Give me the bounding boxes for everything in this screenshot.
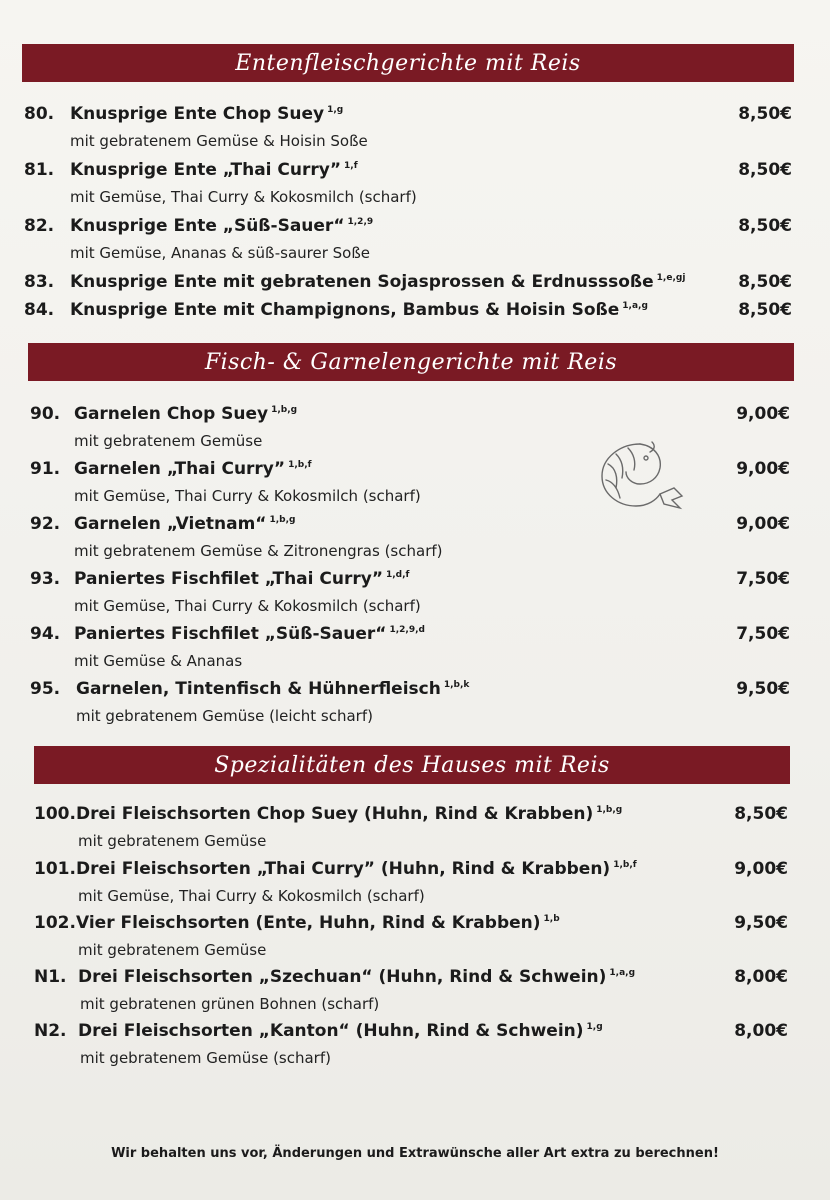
item-description: mit gebratenem Gemüse (scharf) <box>80 1049 331 1067</box>
item-number: 92. <box>30 514 61 534</box>
item-allergens: 1,b,k <box>443 680 470 690</box>
section-banner-duck <box>22 44 794 82</box>
item-price: 9,00€ <box>736 459 790 479</box>
item-number: 90. <box>30 404 61 424</box>
item-price: 8,50€ <box>738 160 792 180</box>
item-number: 94. <box>30 624 61 644</box>
section-title: Entenfleischgerichte mit Reis <box>235 50 581 76</box>
item-number: 84. <box>24 300 55 320</box>
item-price: 7,50€ <box>736 624 790 644</box>
item-description: mit Gemüse, Thai Curry & Kokosmilch (scharf) <box>70 188 417 206</box>
item-allergens: 1,f <box>344 161 358 171</box>
item-name: Garnelen „Vietnam“ $^{1,b,g}$ <box>74 514 296 534</box>
item-description: mit gebratenem Gemüse <box>78 832 267 850</box>
item-name: Knusprige Ente mit Champignons, Bambus & Hoisin Soße $^{1,a,g}$ <box>70 300 648 320</box>
item-description: mit gebratenem Gemüse <box>78 941 267 959</box>
item-price: 8,00€ <box>734 967 788 987</box>
item-allergens: 1,b,g <box>596 805 623 815</box>
item-price: 8,50€ <box>738 272 792 292</box>
section-banner-specials <box>34 746 790 784</box>
item-price: 9,00€ <box>736 404 790 424</box>
item-name: Drei Fleischsorten „Kanton“ (Huhn, Rind & Schwein) $^{1,g}$ <box>78 1021 603 1041</box>
item-name: Paniertes Fischfilet „Thai Curry” $^{1,d,f}$ <box>74 569 410 589</box>
item-allergens: 1,a,g <box>609 968 636 978</box>
item-name: Knusprige Ente Chop Suey $^{1,g}$ <box>70 104 344 124</box>
item-number: N1. <box>34 967 67 987</box>
section-title: Fisch- & Garnelengerichte mit Reis <box>204 349 618 375</box>
item-description: mit Gemüse, Ananas & süß-saurer Soße <box>70 244 371 262</box>
item-description: mit Gemüse, Thai Curry & Kokosmilch (scharf) <box>78 887 425 905</box>
item-number: 101. <box>34 859 76 879</box>
item-price: 8,50€ <box>734 804 788 824</box>
item-number: N2. <box>34 1021 67 1041</box>
item-allergens: 1,b,f <box>613 860 637 870</box>
shrimp-icon <box>594 436 686 512</box>
item-allergens: 1,d,f <box>386 570 410 580</box>
item-price: 8,00€ <box>734 1021 788 1041</box>
item-description: mit gebratenem Gemüse (leicht scharf) <box>76 707 373 725</box>
item-name: Knusprige Ente „Süß-Sauer“ $^{1,2,9}$ <box>70 216 374 236</box>
section-banner-fish <box>28 343 794 381</box>
item-allergens: 1,g <box>327 105 344 115</box>
item-price: 8,50€ <box>738 300 792 320</box>
item-allergens: 1,b <box>543 914 560 924</box>
item-price: 9,50€ <box>734 913 788 933</box>
item-price: 8,50€ <box>738 104 792 124</box>
item-description: mit Gemüse, Thai Curry & Kokosmilch (scharf) <box>74 597 421 615</box>
item-allergens: 1,2,9,d <box>389 625 425 635</box>
item-allergens: 1,b,g <box>271 405 298 415</box>
item-name: Garnelen „Thai Curry” $^{1,b,f}$ <box>74 459 312 479</box>
item-name: Paniertes Fischfilet „Süß-Sauer“ $^{1,2,9,d}$ <box>74 624 425 644</box>
item-allergens: 1,b,f <box>288 460 312 470</box>
item-number: 82. <box>24 216 55 236</box>
item-number: 91. <box>30 459 61 479</box>
item-price: 7,50€ <box>736 569 790 589</box>
item-number: 100. <box>34 804 76 824</box>
item-number: 93. <box>30 569 61 589</box>
item-description: mit gebratenem Gemüse <box>74 432 263 450</box>
item-name: Vier Fleischsorten (Ente, Huhn, Rind & Krabben) $^{1,b}$ <box>76 913 560 933</box>
footer-note: Wir behalten uns vor, Änderungen und Extrawünsche aller Art extra zu berechnen! <box>111 1146 719 1161</box>
item-number: 102. <box>34 913 76 933</box>
item-number: 80. <box>24 104 55 124</box>
item-description: mit Gemüse & Ananas <box>74 652 243 670</box>
item-description: mit gebratenem Gemüse & Hoisin Soße <box>70 132 368 150</box>
section-title: Spezialitäten des Hauses mit Reis <box>214 752 610 778</box>
item-description: mit Gemüse, Thai Curry & Kokosmilch (scharf) <box>74 487 421 505</box>
item-number: 95. <box>30 679 61 699</box>
item-price: 9,00€ <box>736 514 790 534</box>
item-price: 9,50€ <box>736 679 790 699</box>
item-name: Knusprige Ente mit gebratenen Sojasprossen & Erdnusssoße $^{1,e,gj}$ <box>70 272 686 292</box>
item-name: Knusprige Ente „Thai Curry” $^{1,f}$ <box>70 160 358 180</box>
item-name: Drei Fleischsorten „Szechuan“ (Huhn, Rind & Schwein) $^{1,a,g}$ <box>78 967 636 987</box>
item-number: 83. <box>24 272 55 292</box>
item-allergens: 1,b,g <box>269 515 296 525</box>
item-name: Drei Fleischsorten Chop Suey (Huhn, Rind & Krabben) $^{1,b,g}$ <box>76 804 623 824</box>
item-price: 8,50€ <box>738 216 792 236</box>
item-allergens: 1,a,g <box>622 301 648 311</box>
item-name: Drei Fleischsorten „Thai Curry” (Huhn, Rind & Krabben) $^{1,b,f}$ <box>76 859 637 879</box>
item-name: Garnelen Chop Suey $^{1,b,g}$ <box>74 404 298 424</box>
item-description: mit gebratenem Gemüse & Zitronengras (scharf) <box>74 542 443 560</box>
item-price: 9,00€ <box>734 859 788 879</box>
item-name: Garnelen, Tintenfisch & Hühnerfleisch $^{1,b,k}$ <box>76 679 470 699</box>
item-number: 81. <box>24 160 55 180</box>
item-allergens: 1,e,gj <box>656 273 686 283</box>
item-allergens: 1,g <box>586 1022 603 1032</box>
item-allergens: 1,2,9 <box>347 217 374 227</box>
item-description: mit gebratenen grünen Bohnen (scharf) <box>80 995 380 1013</box>
